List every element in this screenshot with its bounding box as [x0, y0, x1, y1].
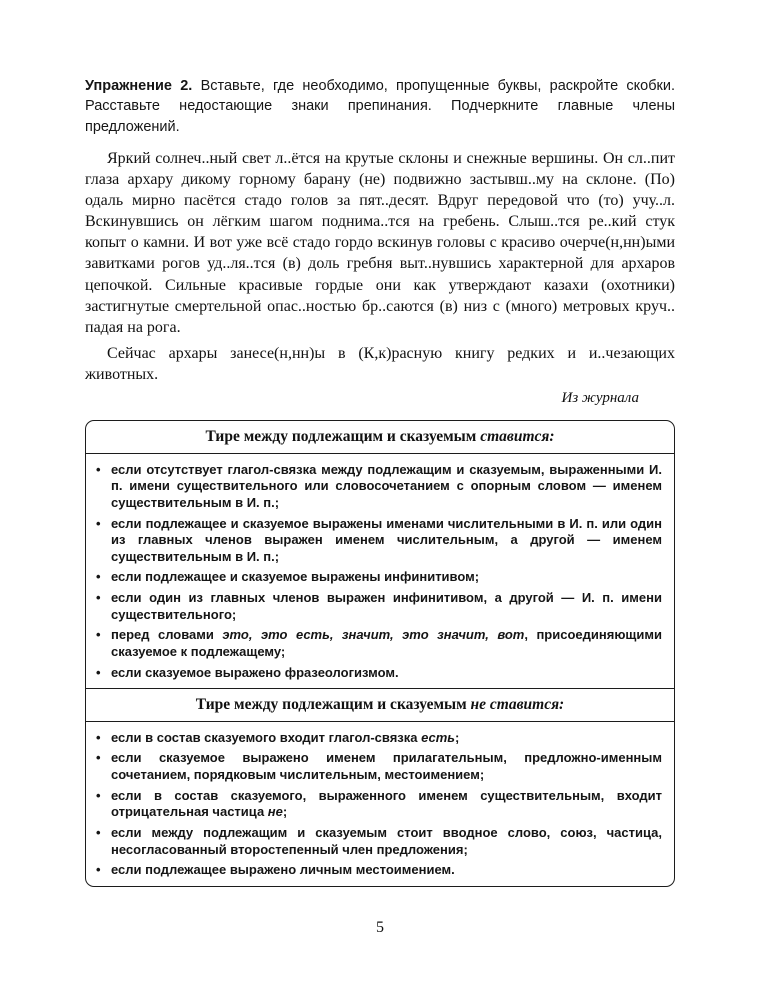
- bullet-marker: •: [96, 627, 101, 643]
- rule-section-1-title-emphasis: ставится:: [480, 428, 555, 446]
- bullet-marker: •: [96, 590, 101, 606]
- bullet-marker: •: [96, 750, 101, 766]
- rule-item-text: если сказуемое выражено именем прилагательным, предложно-именным сочетанием, порядковым числительным, местоимением;: [111, 750, 662, 783]
- rule-list-section-1: [86, 453, 674, 689]
- rule-section-2-title-plain: Тире между подлежащим и сказуемым: [195, 696, 471, 714]
- bullet-marker: •: [96, 729, 101, 745]
- exercise-body: [85, 148, 675, 385]
- bullet-marker: •: [96, 515, 101, 531]
- rule-item-text: если один из главных членов выражен инфинитивом, а другой — И. п. имени существительного;: [111, 590, 662, 622]
- exercise-instructions: [85, 76, 675, 137]
- rule-section-2-title: [86, 688, 674, 721]
- rule-item: [96, 862, 662, 879]
- rule-item-text: если подлежащее выражено личным местоимением.: [111, 862, 455, 878]
- rule-item: [96, 665, 662, 682]
- bullet-marker: •: [96, 824, 101, 840]
- rule-item-text: если отсутствует глагол-связка между подлежащим и сказуемым, выраженными И. п. имени существительного или словосочетанием с опорным словом — именем существительным в И. п.;: [111, 461, 662, 510]
- bullet-marker: •: [96, 664, 101, 680]
- rule-item: [96, 462, 662, 512]
- rule-item: [96, 590, 662, 623]
- rule-item: [96, 730, 662, 747]
- bullet-marker: •: [96, 569, 101, 585]
- rule-item-text: если подлежащее и сказуемое выражены инфинитивом;: [111, 569, 480, 585]
- source-attribution: Из журнала: [561, 390, 639, 407]
- bullet-marker: •: [96, 461, 101, 477]
- rule-section-2-title-emphasis: не ставится:: [470, 696, 565, 714]
- exercise-label: Упражнение 2.: [85, 78, 193, 94]
- rule-section-1-title: [86, 421, 674, 453]
- rule-item: [96, 750, 662, 783]
- rule-item-text: перед словами это, это есть, значит, это значит, вот, присоединяющими сказуемое к подлежащему;: [111, 627, 662, 659]
- rule-item-text: если в состав сказуемого, выраженного именем существительным, входит отрицательная частица не;: [111, 787, 662, 820]
- rule-item-text: если в состав сказуемого входит глагол-связка есть;: [111, 729, 460, 745]
- rule-item: [96, 788, 662, 821]
- rule-item: [96, 569, 662, 586]
- rule-item: [96, 516, 662, 566]
- rule-section-1-title-plain: Тире между подлежащим и сказуемым: [205, 428, 481, 446]
- exercise-text: Вставьте, где необходимо, пропущенные буквы, раскройте скобки. Расставьте недостающие знаки препинания. Подчеркните главные члены предложений.: [85, 78, 675, 135]
- rule-list-section-2: [86, 721, 674, 886]
- rule-item: [96, 627, 662, 660]
- rule-item-text: если сказуемое выражено фразеологизмом.: [111, 664, 399, 680]
- rule-item-text: если подлежащее и сказуемое выражены именами числительными в И. п. или один из главных членов выражен именем числительным, а другой — именем существительным в И. п.;: [111, 515, 662, 564]
- bullet-marker: •: [96, 862, 101, 878]
- body-paragraph-1: Яркий солнеч..ный свет л..ётся на крутые склоны и снежные вершины. Он сл..пит глаза архару дикому горному барану (не) подвижно застывш..му на склоне. (По) одаль мирно пасётся стадо голов за пят..десят. Вдруг передовой что (то) учу..л. Вскинувшись он лёгким шагом поднима..тся на гребень. Слыш..тся ре..кий стук копыт о камни. И вот уже всё стадо гордо вскинув головы с красиво очерче(н,нн)ыми завитками рогов уд..ля..тся (в) доль гребня выт..нувшись характерной для архаров цепочкой. Сильные красивые гордые они как утверждают казахи (охотники) застигнутые смертельной опас..ностью бр..саются (в) низ с (много) метровых круч.. падая на рога.: [85, 149, 675, 336]
- body-paragraph-2: Сейчас архары занесе(н,нн)ы в (К,к)расную книгу редких и и..чезающих животных.: [85, 344, 675, 383]
- bullet-marker: •: [96, 787, 101, 803]
- page-number: 5: [376, 919, 384, 936]
- rule-item: [96, 825, 662, 858]
- rule-box: [85, 420, 675, 887]
- rule-item-text: если между подлежащим и сказуемым стоит вводное слово, союз, частица, несогласованный второстепенный член предложения;: [111, 824, 662, 857]
